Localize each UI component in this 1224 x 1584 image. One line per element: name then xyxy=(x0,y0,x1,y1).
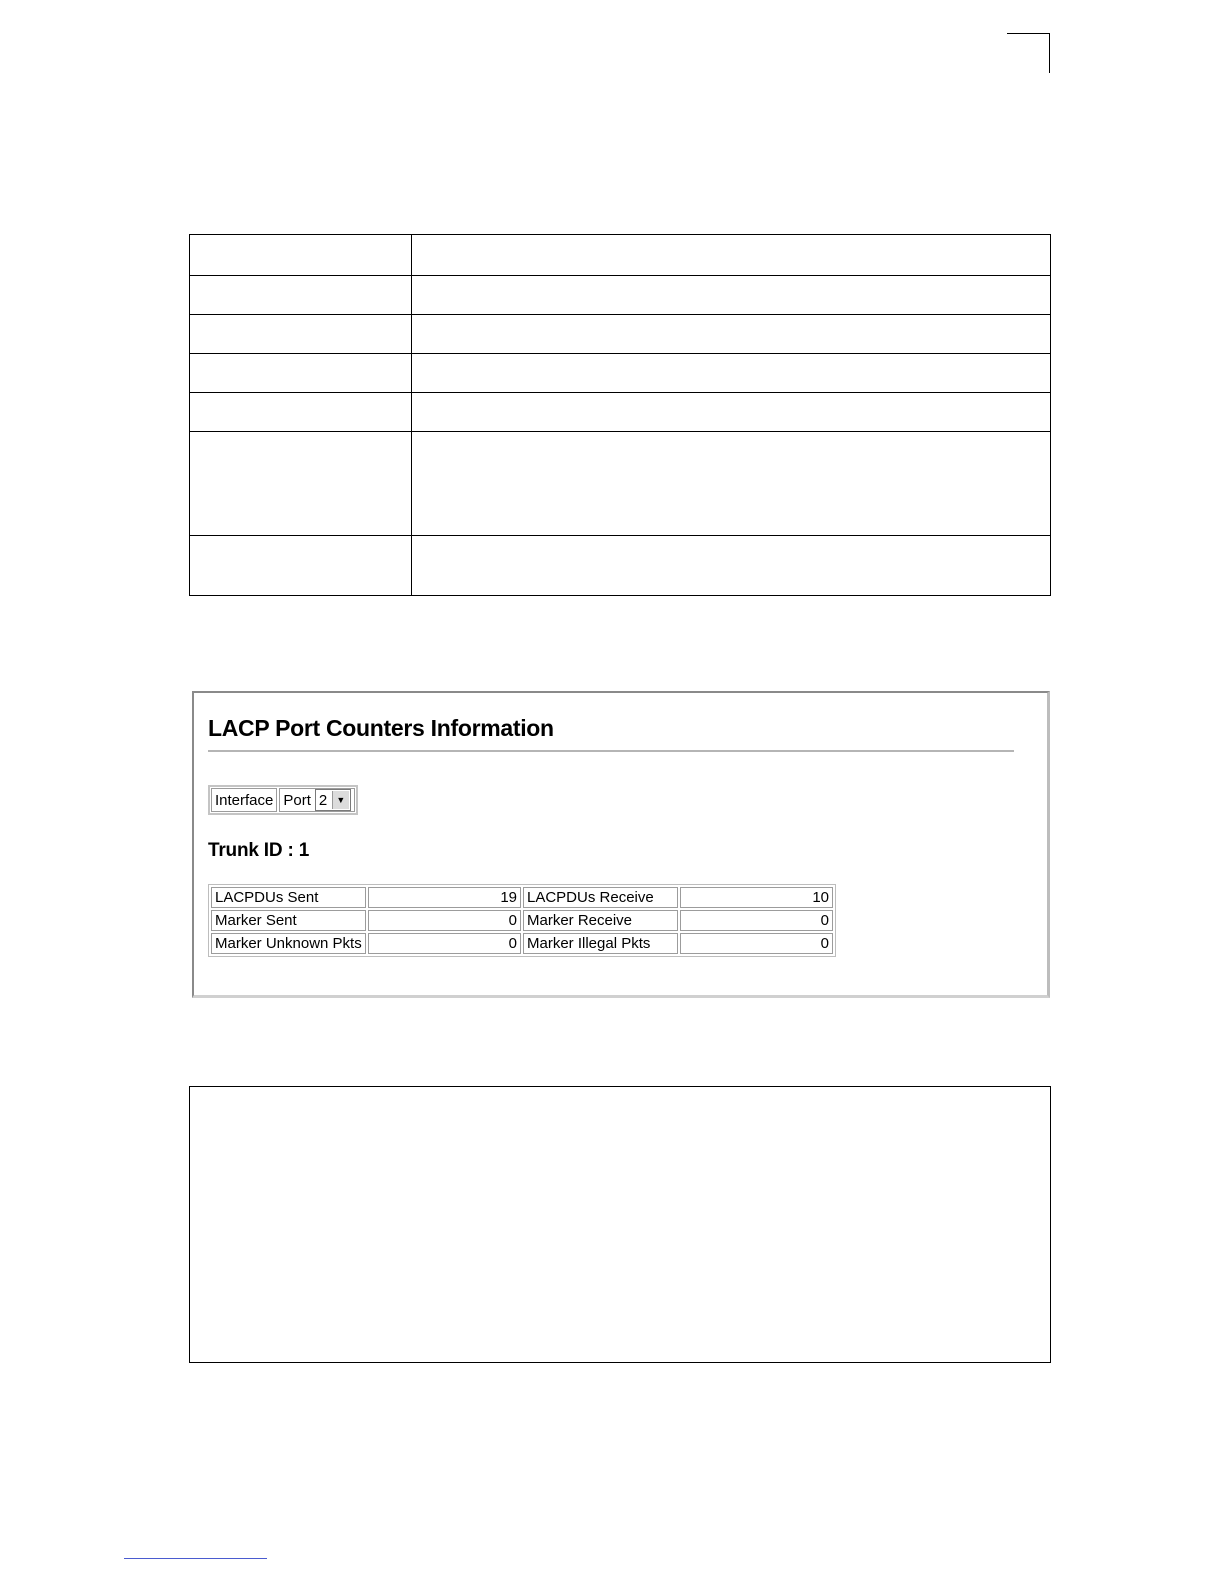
table-cell xyxy=(190,432,412,536)
table-cell xyxy=(412,354,1051,393)
table-cell xyxy=(412,315,1051,354)
table-cell xyxy=(412,276,1051,315)
counter-label: LACPDUs Sent xyxy=(211,887,366,908)
counters-table xyxy=(208,884,836,957)
port-select-value: 2 xyxy=(318,791,328,809)
chevron-down-icon[interactable]: ▼ xyxy=(332,791,349,809)
corner-mark-horizontal xyxy=(1007,33,1050,34)
table-row xyxy=(190,393,1051,432)
port-label: Port xyxy=(283,791,311,809)
table-row xyxy=(211,933,833,954)
table-cell xyxy=(412,235,1051,276)
counter-label: LACPDUs Receive xyxy=(523,887,678,908)
table-row xyxy=(190,315,1051,354)
table-cell xyxy=(190,276,412,315)
table-row xyxy=(190,235,1051,276)
footer-rule xyxy=(124,1558,267,1559)
counter-label: Marker Unknown Pkts xyxy=(211,933,366,954)
table-cell xyxy=(190,536,412,596)
table-cell xyxy=(190,354,412,393)
table-row xyxy=(190,276,1051,315)
counter-label: Marker Receive xyxy=(523,910,678,931)
port-field xyxy=(279,788,355,812)
counter-value: 0 xyxy=(368,910,521,931)
table-cell xyxy=(412,536,1051,596)
table-row xyxy=(190,432,1051,536)
counter-value: 0 xyxy=(680,910,833,931)
port-select[interactable] xyxy=(315,789,351,811)
counter-value: 0 xyxy=(368,933,521,954)
counter-value: 10 xyxy=(680,887,833,908)
lacp-counters-screenshot xyxy=(192,691,1050,998)
interface-selector xyxy=(208,785,358,815)
example-box xyxy=(189,1086,1051,1363)
counter-value: 19 xyxy=(368,887,521,908)
table-cell xyxy=(190,393,412,432)
page-title: LACP Port Counters Information xyxy=(208,715,554,741)
table-cell xyxy=(190,315,412,354)
parameter-table xyxy=(189,234,1051,596)
table-row xyxy=(190,536,1051,596)
table-row xyxy=(190,354,1051,393)
counter-label: Marker Sent xyxy=(211,910,366,931)
table-row xyxy=(211,910,833,931)
table-cell xyxy=(190,235,412,276)
interface-label: Interface xyxy=(211,788,277,812)
trunk-id: Trunk ID : 1 xyxy=(208,840,310,861)
counter-value: 0 xyxy=(680,933,833,954)
table-cell xyxy=(412,393,1051,432)
table-row xyxy=(211,887,833,908)
table-cell xyxy=(412,432,1051,536)
title-divider xyxy=(208,750,1014,752)
corner-mark-vertical xyxy=(1049,33,1050,73)
counter-label: Marker Illegal Pkts xyxy=(523,933,678,954)
